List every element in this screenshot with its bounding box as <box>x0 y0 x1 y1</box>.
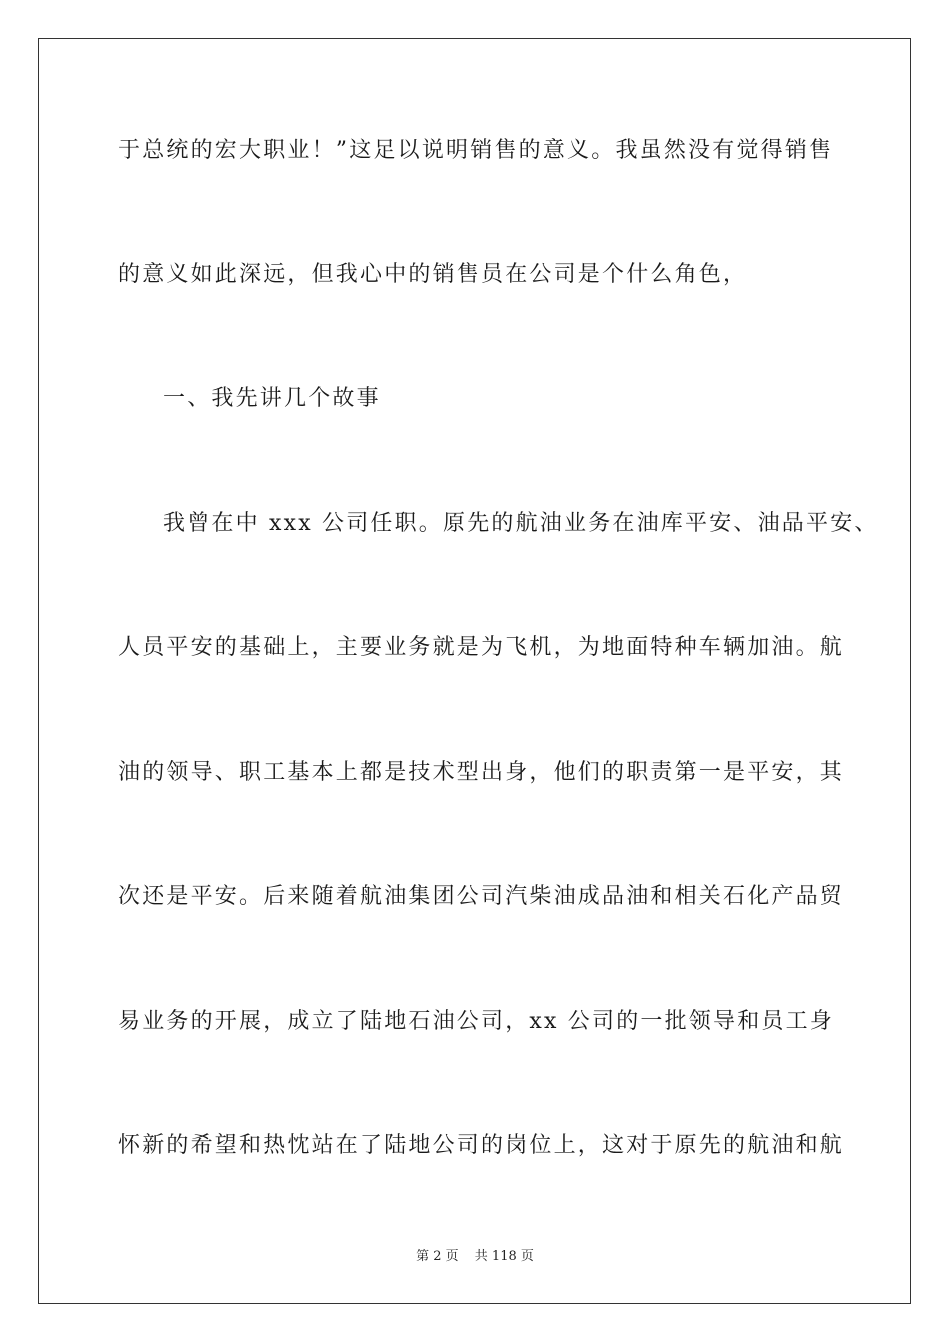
page-total: 共 118 页 <box>474 1249 534 1264</box>
body-text-line-4: 人员平安的基础上，主要业务就是为飞机，为地面特种车辆加油。航 <box>118 635 845 660</box>
section-heading: 一、我先讲几个故事 <box>163 386 381 411</box>
body-text-line-2: 的意义如此深远，但我心中的销售员在公司是个什么角色， <box>118 262 748 287</box>
page-footer <box>0 1248 950 1266</box>
page-border <box>38 38 911 1304</box>
body-text-line-8: 怀新的希望和热忱站在了陆地公司的岗位上，这对于原先的航油和航 <box>118 1133 845 1158</box>
body-text-line-6: 次还是平安。后来随着航油集团公司汽柴油成品油和相关石化产品贸 <box>118 884 845 909</box>
page-number: 第 2 页 <box>416 1249 459 1264</box>
body-text-line-5: 油的领导、职工基本上都是技术型出身，他们的职责第一是平安，其 <box>118 760 845 785</box>
body-text-line-3: 我曾在中 xxx 公司任职。原先的航油业务在油库平安、油品平安、 <box>163 511 879 536</box>
body-text-line-7: 易业务的开展，成立了陆地石油公司，xx 公司的一批领导和员工身 <box>118 1009 835 1034</box>
body-text-line-1: 于总统的宏大职业！”这足以说明销售的意义。我虽然没有觉得销售 <box>118 138 834 163</box>
